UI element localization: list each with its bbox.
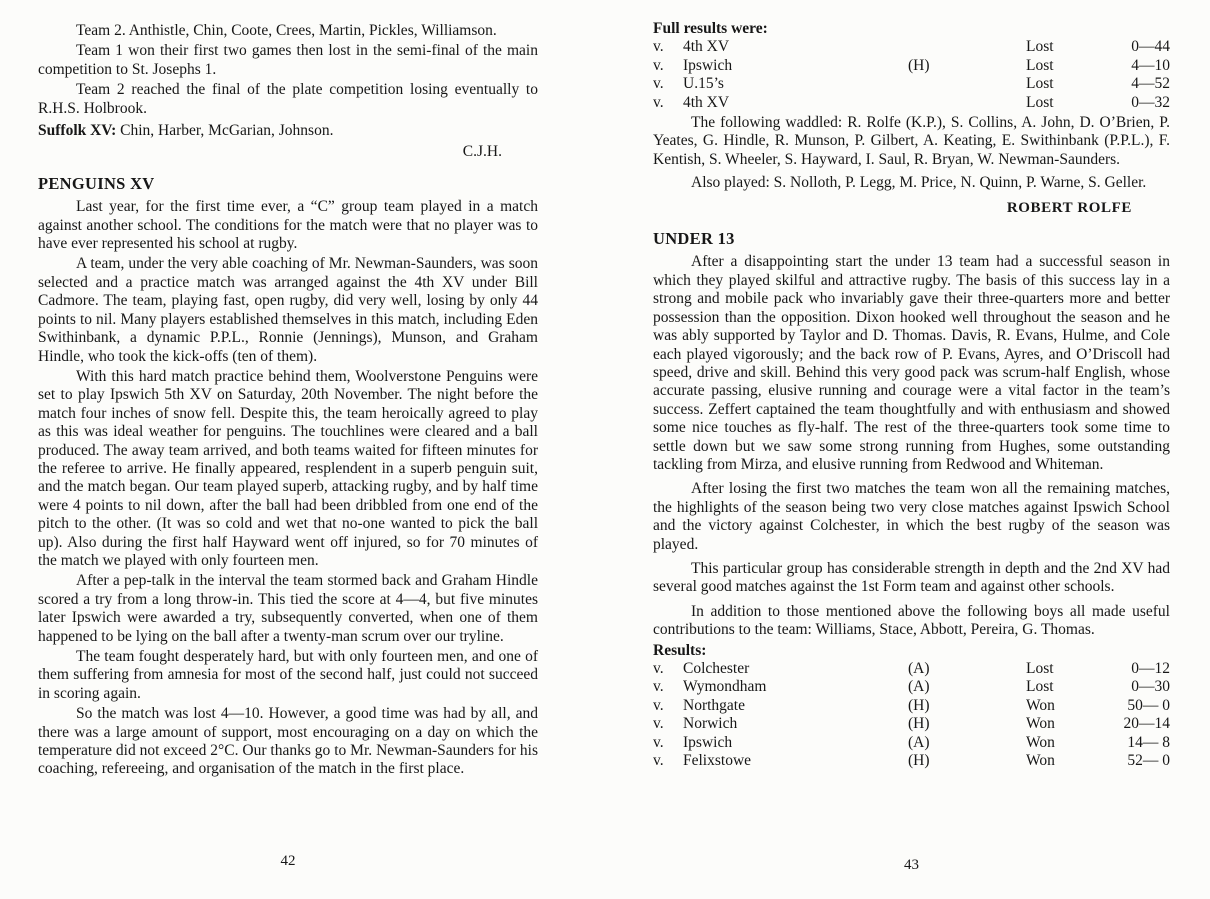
waddled-paragraph: The following waddled: R. Rolfe (K.P.), S. Collins, A. John, D. O’Brien, P. Yeates, G. Hindle, R. Munson, P. Gilbert, A. Keating, E. Swithinbank (P.P.L.), F. Kentish, S. Wheeler, S. Hayward, I. Saul, R. Bryan, W. Newman-Saunders. bbox=[653, 114, 1170, 168]
penguins-paragraph: So the match was lost 4—10. However, a good time was had by all, and there was a large amount of support, most encouraging on a day on which the temperature did not exceed 2°C. Our thanks go to Mr. Newman-Saunders for his coaching, refereeing, and organisation of the match in the first place. bbox=[38, 705, 538, 778]
author-name: ROBERT ROLFE bbox=[1006, 199, 1132, 216]
opponent-cell: Ipswich bbox=[683, 733, 733, 751]
versus-prefix: v. bbox=[653, 733, 664, 751]
score-cell: 4—10 bbox=[1131, 56, 1170, 74]
penguins-results-table bbox=[653, 38, 1170, 112]
page-number-left: 42 bbox=[280, 853, 296, 869]
table-row bbox=[653, 697, 1170, 715]
under13-paragraph: After losing the first two matches the team won all the remaining matches, the highlights of the season being two very close matches against Ipswich School and the victory against Colchester, in which the best rugby of the season was played. bbox=[653, 480, 1170, 553]
page-left bbox=[38, 20, 538, 870]
table-row bbox=[653, 57, 1170, 75]
result-cell: Lost bbox=[1026, 93, 1054, 111]
author-initials: C.J.H. bbox=[462, 143, 502, 161]
penguins-paragraph: Last year, for the first time ever, a “C” group team played in a match against another school. The conditions for the match were that no player was to have ever represented his school at rugby. bbox=[38, 198, 538, 253]
opponent-cell: Felixstowe bbox=[683, 752, 752, 770]
table-row bbox=[653, 734, 1170, 752]
score-cell: 0—44 bbox=[1131, 38, 1170, 56]
table-row bbox=[653, 752, 1170, 770]
penguins-paragraph: The team fought desperately hard, but with only fourteen men, and one of them suffering from amnesia for most of the second half, just could not succeed in scoring again. bbox=[38, 648, 538, 702]
score-cell: 0—12 bbox=[1131, 660, 1170, 677]
table-row bbox=[653, 678, 1170, 696]
result-cell: Won bbox=[1026, 715, 1055, 733]
versus-prefix: v. bbox=[653, 715, 664, 733]
opponent-cell: Ipswich bbox=[683, 56, 733, 74]
paragraph-team2-list: Team 2. Anthistle, Chin, Coote, Crees, Martin, Pickles, Williamson. bbox=[76, 22, 497, 39]
table-row bbox=[653, 660, 1170, 678]
versus-prefix: v. bbox=[653, 93, 664, 111]
versus-prefix: v. bbox=[653, 752, 664, 770]
opponent-cell: Norwich bbox=[683, 715, 738, 733]
suffolk-xv-label: Suffolk XV: bbox=[38, 122, 117, 140]
under13-results-table bbox=[653, 660, 1170, 770]
score-cell: 14— 8 bbox=[1127, 733, 1170, 751]
suffolk-xv-line bbox=[38, 122, 538, 140]
venue-cell: (H) bbox=[908, 715, 930, 733]
penguins-paragraph: After a pep-talk in the interval the team stormed back and Graham Hindle scored a try from a long throw-in. This tied the score at 4—4, but five minutes later Ipswich were awarded a try, subsequently converted, when one of them happened to be lying on the ball after a twenty-man scrum over our tryline. bbox=[38, 572, 538, 645]
opponent-cell: 4th XV bbox=[683, 38, 730, 56]
under13-paragraph: After a disappointing start the under 13 team had a successful season in which they played skilful and attractive rugby. The basis of this success lay in a strong and mobile pack who invariably gave their three-quarters more and better possession than the opposition. Dixon hooked well throughout the season and he was ably supported by Taylor and D. Thomas. Davis, R. Evans, Hulme, and Cole each played vigorously; and the back row of P. Evans, Ayres, and O’Driscoll had speed, drive and skill. Behind this very good pack was scrum-half English, whose accurate passing, elusive running and courage were a vital factor in the team’s success. Zeffert captained the team thoughtfully and with enthusiasm and showed some nice touches as fly-half. The rest of the three-quarters took some time to settle down but we saw some strong running from Hughes, some outstanding tackling from Mirza, and elusive running from Redwood and Whiteman. bbox=[653, 253, 1170, 473]
venue-cell: (A) bbox=[908, 678, 930, 696]
score-cell: 50— 0 bbox=[1127, 696, 1170, 714]
versus-prefix: v. bbox=[653, 38, 664, 56]
venue-cell: (A) bbox=[908, 733, 930, 751]
opponent-cell: 4th XV bbox=[683, 93, 730, 111]
under13-paragraph: In addition to those mentioned above the following boys all made useful contributions to the team: Williams, Stace, Abbott, Pereira, G. Thomas. bbox=[653, 602, 1170, 639]
versus-prefix: v. bbox=[653, 678, 664, 696]
venue-cell: (H) bbox=[908, 696, 930, 714]
score-cell: 0—32 bbox=[1131, 93, 1170, 111]
score-cell: 0—30 bbox=[1131, 678, 1170, 696]
result-cell: Lost bbox=[1026, 75, 1054, 93]
paragraph-team2-plate: Team 2 reached the final of the plate competition losing eventually to R.H.S. Holbrook. bbox=[38, 81, 538, 117]
also-played-paragraph: Also played: S. Nolloth, P. Legg, M. Price, N. Quinn, P. Warne, S. Geller. bbox=[691, 174, 1147, 192]
suffolk-xv-names: Chin, Harber, McGarian, Johnson. bbox=[116, 122, 334, 140]
versus-prefix: v. bbox=[653, 660, 664, 677]
opponent-cell: Colchester bbox=[683, 660, 750, 677]
table-row bbox=[653, 94, 1170, 112]
page-right bbox=[653, 18, 1170, 874]
table-row bbox=[653, 75, 1170, 93]
result-cell: Lost bbox=[1026, 38, 1054, 56]
score-cell: 4—52 bbox=[1131, 75, 1170, 93]
full-results-heading: Full results were: bbox=[653, 20, 768, 37]
penguins-paragraph: A team, under the very able coaching of Mr. Newman-Saunders, was soon selected and a practice match was arranged against the 4th XV under Bill Cadmore. The team, playing fast, open rugby, did very well, losing by only 44 points to nil. Many players established themselves in this match, including Eden Swithinbank, a dynamic P.P.L., Ronnie (Jennings), Munson, and Graham Hindle, who took the kick-offs (ten of them). bbox=[38, 255, 538, 365]
table-row bbox=[653, 715, 1170, 733]
venue-cell bbox=[908, 75, 1026, 93]
under13-paragraph: This particular group has considerable strength in depth and the 2nd XV had several good matches against the 1st Form team and against other schools. bbox=[653, 559, 1170, 596]
opponent-cell: Wymondham bbox=[683, 678, 767, 696]
versus-prefix: v. bbox=[653, 56, 664, 74]
opponent-cell: U.15’s bbox=[683, 75, 724, 93]
under13-results-heading: Results: bbox=[653, 641, 707, 659]
penguins-paragraph: With this hard match practice behind them, Woolverstone Penguins were set to play Ipswich 5th XV on Saturday, 20th November. The night before the match four inches of snow fell. Despite this, the team heroically agreed to play as this was ideal weather for penguins. The touchlines were cleared and a ball produced. The away team arrived, and both teams waited for fifteen minutes for the referee to arrive. He finally appeared, resplendent in a superb penguin suit, and the match began. Our team played superb, attacking rugby, and by half time were 4 points to nil down, after the ball had been dribbled from one end of the pitch to the other. (It was so cold and wet that no-one wanted to pick the ball up). Also during the first half Hayward went off injured, so for 70 minutes of the match we played with only fourteen men. bbox=[38, 367, 538, 569]
result-cell: Lost bbox=[1026, 660, 1054, 677]
under13-heading: UNDER 13 bbox=[653, 229, 735, 249]
score-cell: 20—14 bbox=[1123, 715, 1170, 733]
page-number-right: 43 bbox=[904, 857, 919, 873]
paragraph-team1-result: Team 1 won their first two games then lost in the semi-final of the main competition to St. Josephs 1. bbox=[38, 42, 538, 78]
venue-cell bbox=[908, 38, 1026, 56]
result-cell: Won bbox=[1026, 733, 1055, 751]
result-cell: Won bbox=[1026, 696, 1055, 714]
opponent-cell: Northgate bbox=[683, 696, 745, 714]
result-cell: Lost bbox=[1026, 56, 1054, 74]
venue-cell: (H) bbox=[908, 56, 930, 74]
venue-cell: (H) bbox=[908, 752, 930, 770]
score-cell: 52— 0 bbox=[1127, 752, 1170, 770]
result-cell: Lost bbox=[1026, 678, 1054, 696]
result-cell: Won bbox=[1026, 752, 1055, 770]
versus-prefix: v. bbox=[653, 75, 664, 93]
penguins-xv-heading: PENGUINS XV bbox=[38, 173, 155, 193]
versus-prefix: v. bbox=[653, 696, 664, 714]
table-row bbox=[653, 38, 1170, 56]
venue-cell bbox=[908, 94, 1026, 112]
venue-cell: (A) bbox=[908, 660, 930, 677]
